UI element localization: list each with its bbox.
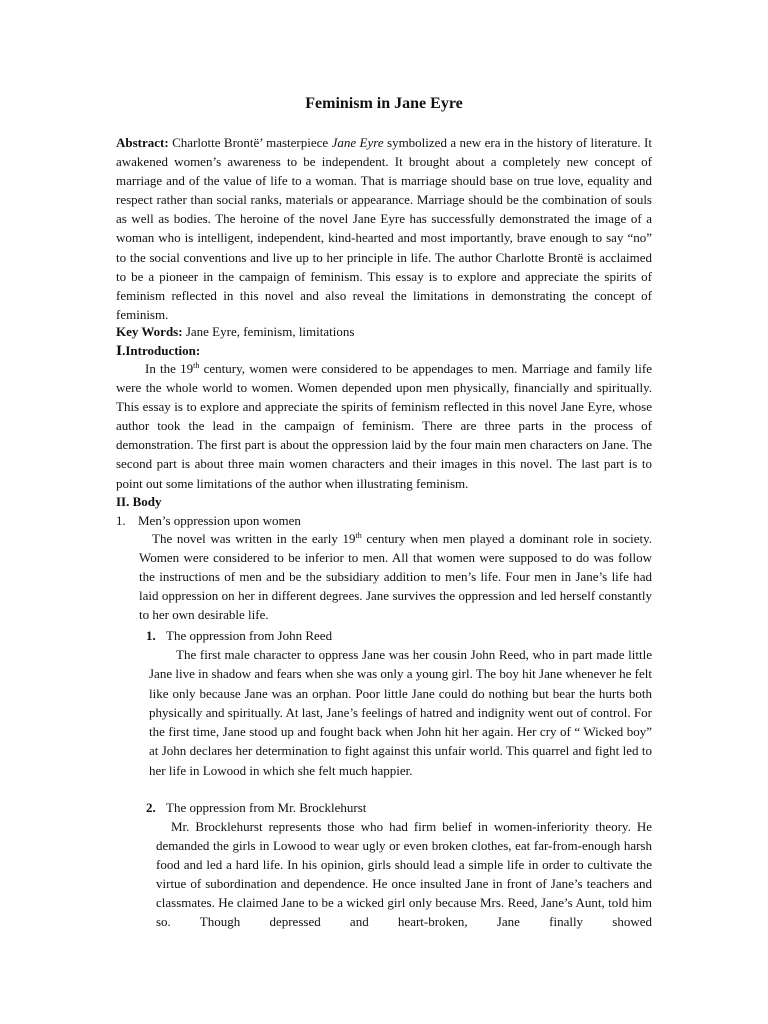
section-1-heading xyxy=(116,511,301,530)
subsection-2-title: The oppression from Mr. Brocklehurst xyxy=(166,800,367,815)
section-1-superscript: th xyxy=(355,531,362,540)
key-words-line xyxy=(116,322,354,341)
subsection-1-title: The oppression from John Reed xyxy=(166,628,333,643)
introduction-superscript: th xyxy=(193,361,200,370)
subsection-1-heading xyxy=(146,626,332,645)
abstract-work-title: Jane Eyre xyxy=(331,135,384,150)
section-1-text-start: The novel was written in the early 19 xyxy=(152,531,356,546)
abstract-label: Abstract: xyxy=(116,135,169,150)
section-1-paragraph xyxy=(139,529,652,624)
subsection-1-paragraph: The first male character to oppress Jane was her cousin John Reed, who in part made little Jane live in shadow and fears when she was only a young girl. The boy hit Jane whenever he felt like only because Jane was an orphan. Poor little Jane could do nothing but bear the hurts both physically and spiritually. At last, Jane’s feelings of hatred and indignity went out of control. For the first time, Jane stood up and fought back when John hit her again. Her cry of “ Wicked boy” at John declares her determination to fight against this unfair world. This quarrel and fight led to her life in Lowood in which she felt much happier. xyxy=(149,647,653,778)
introduction-text-start: In the 19 xyxy=(145,361,194,376)
introduction-text-rest: century, women were considered to be appendages to men. Marriage and family life were the whole world to women. Women depended upon men physically, financially and spiritually. This essay is to explore and appreciate the spirits of feminism reflected in this novel Jane Eyre, whose author took the lead in the campaign of feminism. There are three parts in the process of demonstration. The first part is about the oppression laid by the four main men characters on Jane. The second part is about three main women characters and their images in this novel. The last part is to point out some limitations of the author when illustrating feminism. xyxy=(116,361,653,491)
subsection-2-paragraph: Mr. Brocklehurst represents those who had firm belief in women-inferiority theory. He demanded the girls in Lowood to wear ugly or even broken clothes, eat far-from-enough harsh food and led a hard life. In his opinion, girls should lead a simple life in order to cultivate the virtue of subordination and dependence. He once insulted Jane in front of Jane’s teachers and classmates. He claimed Jane to be a wicked girl only because Mrs. Reed, Jane’s Aunt, told him so. Though depressed and heart-broken, Jane finally showed xyxy=(156,819,652,930)
abstract-text-start: Charlotte Brontë’ masterpiece xyxy=(168,135,332,150)
section-1-number: 1. xyxy=(116,513,126,528)
document-title: Feminism in Jane Eyre xyxy=(305,95,463,112)
section-1-text-rest: century when men played a dominant role in society. Women were considered to be inferior to men. All that women were supposed to do was follow the instructions of men and be the subsidiary addition to men’s life. Four men in Jane’s life had laid oppression on her in different degrees. Jane survives the oppression and led herself constantly to her own desirable life. xyxy=(139,531,653,623)
subsection-2-heading xyxy=(146,798,366,817)
subsection-2-number: 2. xyxy=(146,800,156,815)
body-heading: II. Body xyxy=(116,494,162,509)
abstract-text-rest: symbolized a new era in the history of literature. It awakened women’s awareness to be independent. It brought about a completely new concept of marriage and of the value of life to a woman. That is marriage should base on true love, equality and respect rather than social ranks, materials or appearance. Marriage should be the combination of souls as well as bodies. The heroine of the novel Jane Eyre has successfully demonstrated the image of a woman who is intelligent, independent, kind-hearted and most importantly, brave enough to say “no” to the social conventions and live up to her principle in life. The author Charlotte Brontë is acclaimed to be a pioneer in the campaign of feminism. This essay is to explore and appreciate the spirits of feminism reflected in this novel and also reveal the limitations in demonstrating the concept of feminism. xyxy=(116,135,652,322)
section-1-title: Men’s oppression upon women xyxy=(138,513,301,528)
introduction-heading: Ⅰ.Introduction: xyxy=(116,343,201,358)
key-words-label: Key Words: xyxy=(116,324,183,339)
key-words-text: Jane Eyre, feminism, limitations xyxy=(182,324,355,339)
subsection-1-number: 1. xyxy=(146,628,156,643)
abstract-paragraph xyxy=(116,133,652,324)
introduction-paragraph xyxy=(116,359,652,493)
